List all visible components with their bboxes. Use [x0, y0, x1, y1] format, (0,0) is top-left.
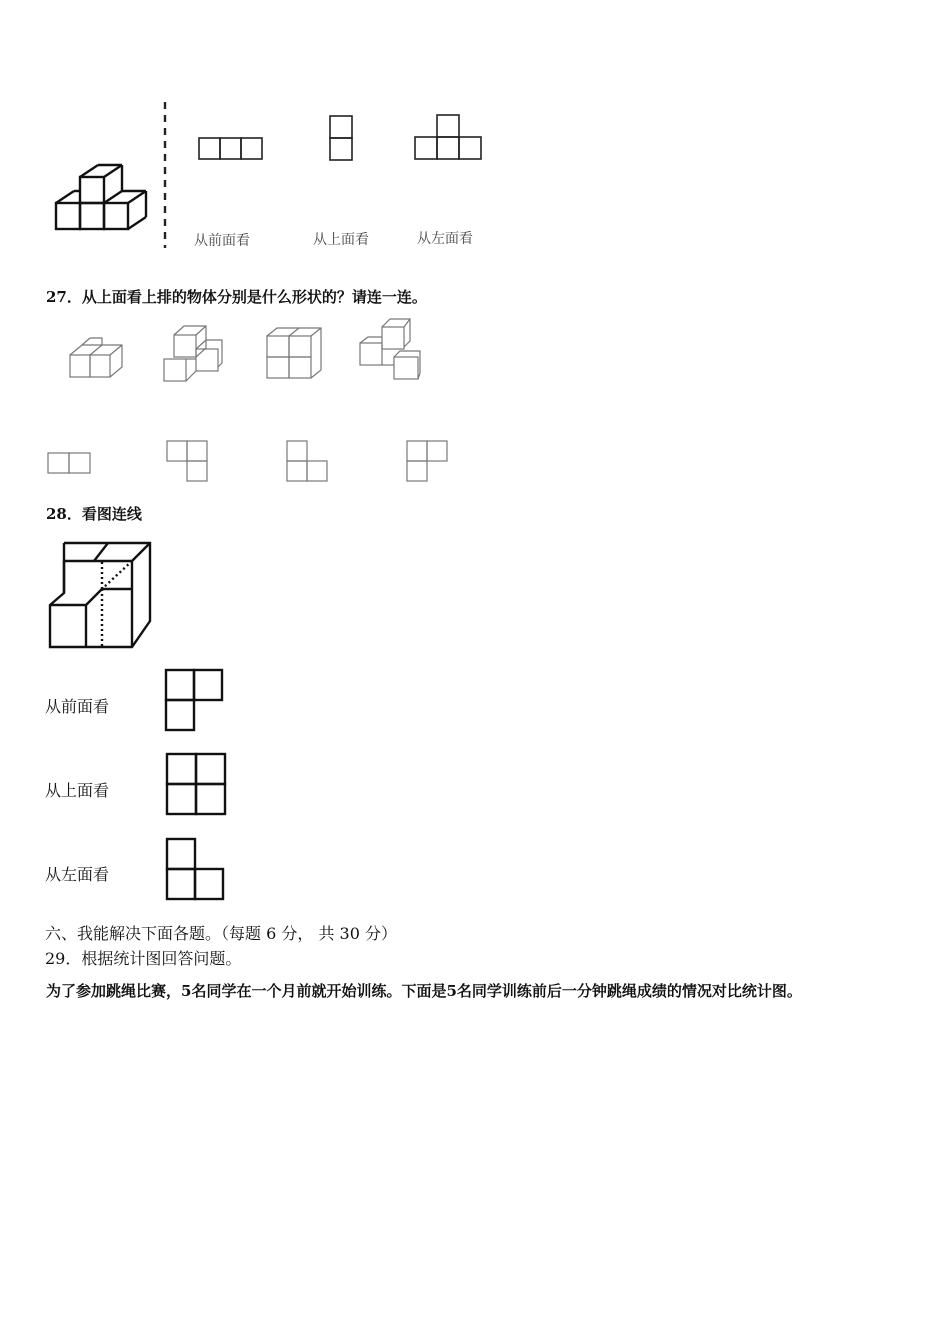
label-top-view: 从上面看: [313, 232, 369, 248]
q27-object-2: [162, 323, 226, 385]
q28-label-left: 从左面看: [45, 865, 110, 884]
label-front-view: 从前面看: [194, 233, 250, 249]
q27-view-d: [406, 440, 452, 484]
q27-object-3: [265, 326, 323, 382]
label-left-view: 从左面看: [417, 231, 473, 247]
q28-view-front-shape: [163, 668, 227, 736]
q28-solid-figure: [46, 535, 158, 653]
question-27-title: 27．从上面看上排的物体分别是什么形状的？请连一连。: [46, 288, 427, 306]
top-view-shape: [329, 115, 355, 163]
q27-object-4: [358, 317, 424, 383]
q28-view-top-shape: [164, 751, 228, 821]
cube-stack-drawing: [50, 155, 160, 235]
q27-view-a: [47, 452, 93, 476]
left-view-shape: [414, 114, 484, 162]
q28-label-top: 从上面看: [45, 781, 110, 800]
front-view-shape: [198, 137, 266, 161]
section-6-title: 六、我能解决下面各题。（每题 6 分， 共 30 分）: [45, 924, 397, 943]
question-29-text: 为了参加跳绳比赛，5名同学在一个月前就开始训练。下面是5名同学训练前后一分钟跳绳成绩的情况对比统计图。: [46, 982, 802, 1000]
question-29-title: 29．根据统计图回答问题。: [45, 949, 242, 968]
dashed-divider: [160, 102, 170, 250]
q28-label-front: 从前面看: [45, 697, 110, 716]
question-28-title: 28．看图连线: [46, 505, 142, 523]
q27-view-c: [286, 440, 332, 484]
q27-view-b: [166, 440, 212, 484]
q27-object-1: [68, 337, 124, 381]
q28-view-left-shape: [164, 836, 228, 906]
